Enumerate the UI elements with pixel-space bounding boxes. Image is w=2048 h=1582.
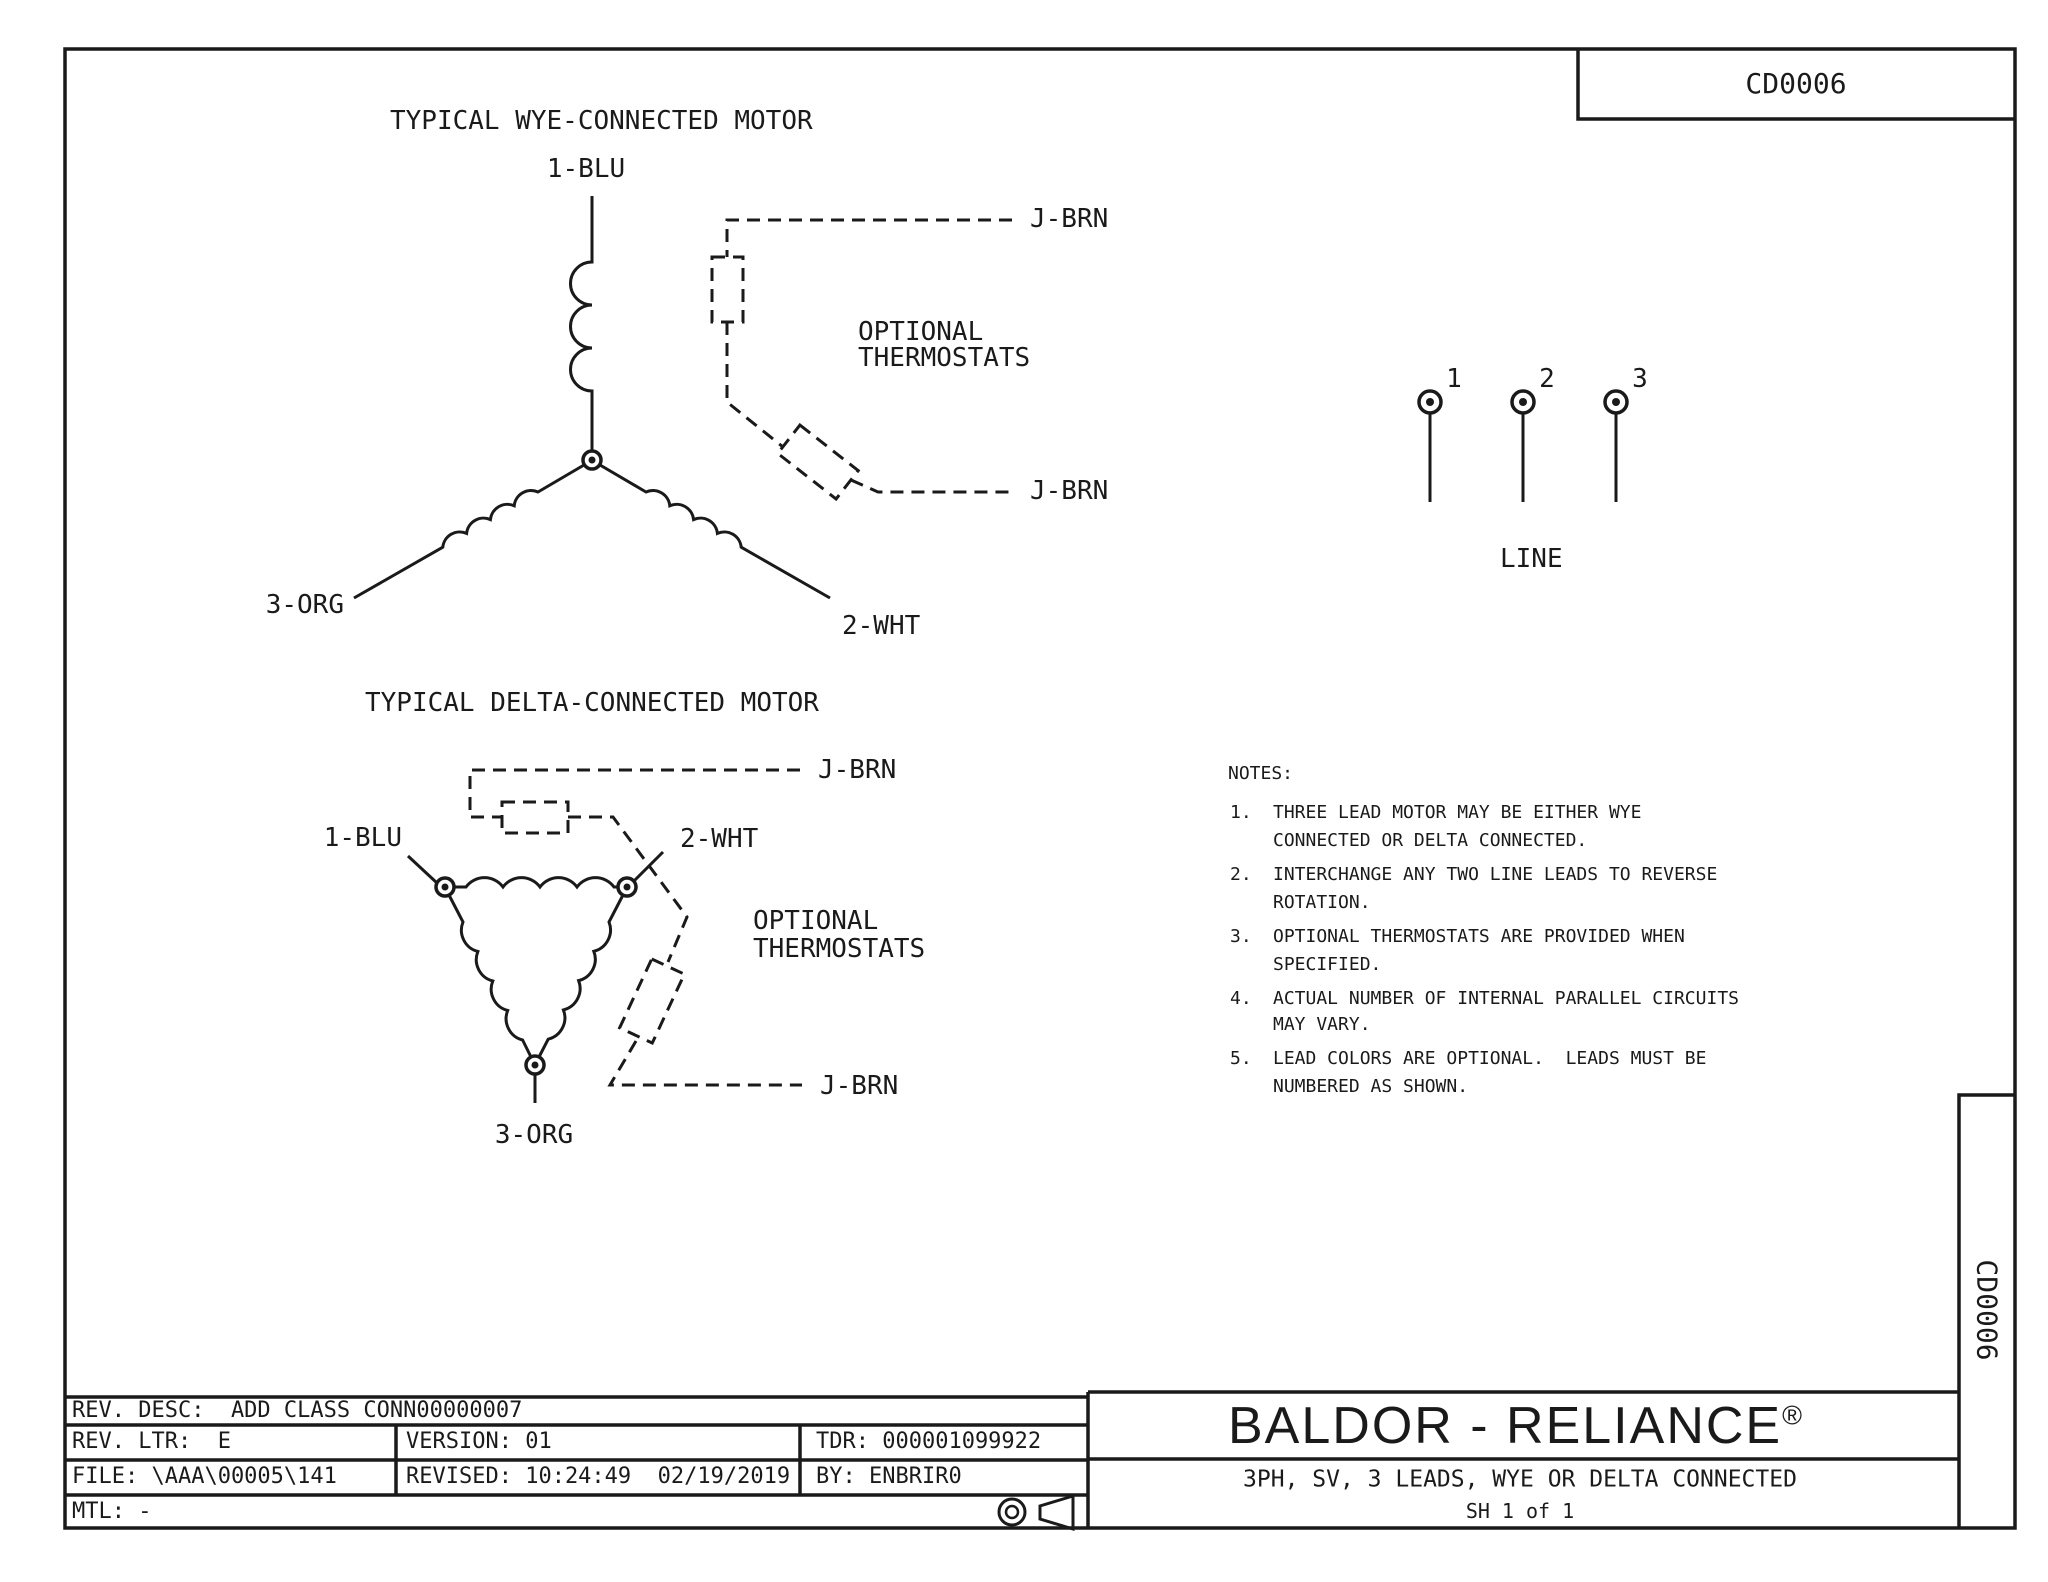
note-text: CONNECTED OR DELTA CONNECTED. [1273, 830, 1588, 851]
wye-diagram [354, 196, 1012, 598]
wye-lead-3-label: 3-ORG [265, 590, 344, 620]
wye-winding-2 [600, 465, 830, 598]
wye-optional-thermostats-label-1: OPTIONAL [858, 317, 984, 347]
delta-winding-left [449, 895, 531, 1057]
delta-thermostat-2 [620, 959, 685, 1043]
note-number: 2. [1230, 864, 1252, 885]
line-terminals [1419, 391, 1627, 502]
sheet-number: SH 1 of 1 [1465, 1499, 1575, 1523]
registered-trademark-icon: ® [1782, 1400, 1803, 1431]
projection-circle-inner-icon [1006, 1506, 1018, 1518]
title-block-version: VERSION: 01 [406, 1429, 552, 1454]
delta-thermostat-lead-bottom [610, 1041, 802, 1085]
note-text: SPECIFIED. [1273, 954, 1382, 975]
delta-jbrn-bottom-label: J-BRN [820, 1071, 899, 1101]
title-block-rev-ltr: REV. LTR: E [72, 1429, 231, 1454]
line-terminal-2-number: 2 [1539, 364, 1555, 394]
wye-winding-3 [354, 465, 584, 598]
wye-lead-1-label: 1-BLU [546, 154, 626, 184]
brand-name: BALDOR - RELIANCE [1227, 1397, 1783, 1455]
doc-number-top: CD0006 [1745, 67, 1847, 100]
wye-jbrn-top-label: J-BRN [1030, 204, 1109, 234]
delta-thermostat-lead-top [470, 770, 800, 817]
delta-optional-thermostats-label-2: THERMOSTATS [753, 934, 926, 964]
line-terminal-2-dot-icon [1519, 398, 1527, 406]
delta-lead-1-label: 1-BLU [323, 823, 402, 853]
projection-circle-outer-icon [999, 1499, 1025, 1525]
delta-jbrn-top-label: J-BRN [818, 755, 897, 785]
delta-lead-3-label: 3-ORG [494, 1120, 574, 1150]
wye-title: TYPICAL WYE-CONNECTED MOTOR [390, 106, 813, 136]
line-terminal-1-number: 1 [1446, 364, 1462, 394]
line-terminal-1-dot-icon [1426, 398, 1434, 406]
wye-thermostat-link [727, 322, 783, 447]
brand-title [1228, 1396, 1802, 1456]
note-text: MAY VARY. [1273, 1014, 1371, 1035]
wye-winding-1 [571, 196, 593, 451]
drawing-border [65, 49, 2015, 1528]
projection-frustum-icon [1040, 1496, 1073, 1529]
delta-terminal-3-dot-icon [532, 1062, 539, 1069]
delta-title: TYPICAL DELTA-CONNECTED MOTOR [365, 688, 819, 718]
delta-optional-thermostats-label-1: OPTIONAL [753, 906, 879, 936]
delta-thermostat-1 [502, 802, 568, 833]
wye-thermostat-1 [712, 257, 743, 322]
line-terminal-3-dot-icon [1612, 398, 1620, 406]
note-text: LEAD COLORS ARE OPTIONAL. LEADS MUST BE [1273, 1048, 1707, 1069]
delta-winding-top [454, 878, 618, 887]
notes-heading: NOTES: [1228, 763, 1294, 784]
note-number: 3. [1230, 926, 1252, 947]
title-block-file: FILE: \AAA\00005\141 [72, 1464, 337, 1489]
title-block-by: BY: ENBRIR0 [816, 1464, 962, 1489]
wye-thermostat-lead-top [727, 220, 1012, 257]
title-block-rev-desc: REV. DESC: ADD CLASS CONN00000007 [72, 1398, 523, 1423]
delta-winding-right [539, 895, 623, 1057]
note-number: 4. [1230, 988, 1252, 1009]
wye-thermostat-lead-bottom [851, 480, 1012, 492]
note-text: ROTATION. [1273, 892, 1371, 913]
title-block-mtl: MTL: - [72, 1499, 152, 1524]
projection-symbols [999, 1496, 1073, 1529]
note-text: OPTIONAL THERMOSTATS ARE PROVIDED WHEN [1273, 926, 1685, 947]
drawing-description: 3PH, SV, 3 LEADS, WYE OR DELTA CONNECTED [1243, 1466, 1797, 1493]
delta-lead-1 [408, 856, 437, 883]
line-terminal-3-number: 3 [1632, 364, 1648, 394]
note-text: ACTUAL NUMBER OF INTERNAL PARALLEL CIRCUITS [1273, 988, 1739, 1009]
delta-lead-2-label: 2-WHT [680, 824, 759, 854]
wye-lead-2-label: 2-WHT [842, 611, 921, 641]
note-text: THREE LEAD MOTOR MAY BE EITHER WYE [1273, 802, 1642, 823]
title-block-revised: REVISED: 10:24:49 02/19/2019 [406, 1464, 791, 1489]
note-text: INTERCHANGE ANY TWO LINE LEADS TO REVERSE [1273, 864, 1718, 885]
delta-diagram [408, 770, 802, 1103]
wye-jbrn-bottom-label: J-BRN [1030, 476, 1109, 506]
note-number: 1. [1230, 802, 1252, 823]
note-text: NUMBERED AS SHOWN. [1273, 1076, 1469, 1097]
line-section-label: LINE [1500, 544, 1563, 574]
delta-terminal-2-dot-icon [624, 884, 631, 891]
wye-star-point-dot-icon [589, 457, 596, 464]
wye-optional-thermostats-label-2: THERMOSTATS [858, 343, 1031, 373]
wye-thermostat-2 [778, 425, 858, 499]
note-number: 5. [1230, 1048, 1252, 1069]
doc-number-side: CD0006 [1970, 1259, 2004, 1361]
title-block-tdr: TDR: 000001099922 [816, 1429, 1042, 1454]
delta-terminal-1-dot-icon [442, 884, 449, 891]
